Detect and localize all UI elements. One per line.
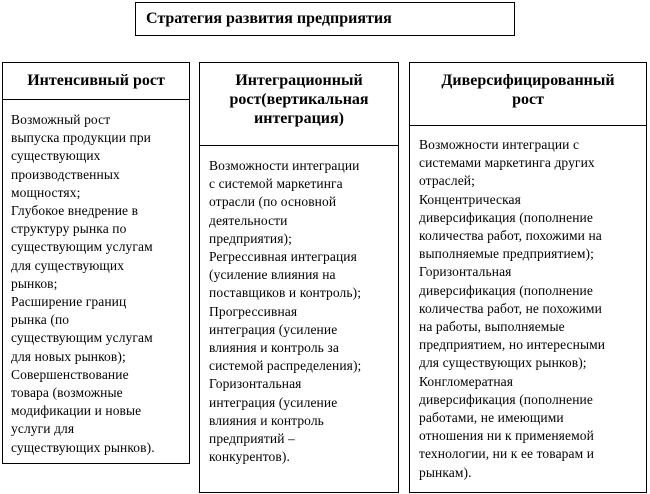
text-line: количества работ, не похожими (419, 300, 602, 316)
text-line: Совершенствование (11, 366, 129, 382)
text-line: рынков; (11, 275, 58, 291)
text-line: Горизонтальная (419, 264, 512, 280)
text-line: для существующих рынков); (419, 355, 587, 371)
text-line: Прогрессивная (209, 303, 298, 319)
column-heading-integration (199, 62, 399, 146)
text-line: Глубокое внедрение в (11, 203, 139, 219)
text-line: Возможности интеграции с (419, 137, 580, 152)
text-line: работами, не имеющими (419, 410, 564, 426)
text-line: диверсификация (пополнение (419, 282, 593, 298)
text-line: существующих рынков). (11, 439, 155, 455)
column-heading-intensive (2, 62, 190, 100)
text-line: конкурентов). (209, 449, 290, 465)
text-line: существующих (11, 148, 101, 164)
text-line: (усиление влияния на (209, 267, 336, 283)
text-line: услуги для (11, 421, 75, 437)
text-line: интеграция (усиление (209, 394, 338, 410)
text-line: рынкам). (419, 464, 472, 480)
text-line: предприятием, но интересными (419, 337, 606, 353)
text-line: Горизонтальная (209, 376, 302, 392)
text-line: Регрессивная интеграция (209, 249, 357, 265)
column-body-integration (199, 145, 399, 493)
text-line: структуру рынка по (11, 221, 127, 237)
text-line: Конгломератная (419, 373, 514, 389)
text-line: Интеграционный (235, 72, 363, 89)
text-line: Возможный рост (11, 112, 111, 127)
text-line: системой распределения); (209, 358, 362, 374)
text-line: существующим услугам (11, 239, 153, 255)
text-line: отрасли (по основной (209, 194, 337, 210)
text-line: выпуска продукции при (11, 130, 151, 146)
text-line: рост (512, 91, 544, 108)
text-line: модификации и новые (11, 403, 142, 419)
text-line: предприятия); (209, 230, 292, 246)
text-line: влияния и контроль за (209, 340, 339, 356)
text-line: интеграция (усиление (209, 321, 338, 337)
text-line: для существующих (11, 257, 125, 273)
text-line: системами маркетинга других (419, 155, 595, 171)
text-line: Концентрическая (419, 191, 521, 207)
column-body-diversified (409, 125, 647, 493)
text-line: Расширение границ (11, 294, 127, 310)
text-line: для новых рынков); (11, 348, 126, 364)
text-line: Интенсивный рост (27, 72, 165, 89)
text-line: с системой маркетинга (209, 176, 343, 192)
text-line: отраслей; (419, 173, 475, 189)
column-heading-diversified (409, 62, 647, 126)
text-line: рынка (по (11, 312, 70, 328)
text-line: влияния и контроль (209, 412, 324, 428)
text-line: предприятий – (209, 431, 295, 447)
text-line: диверсификация (пополнение (419, 391, 593, 407)
text-line: интеграция) (254, 110, 344, 127)
text-line: Диверсифицированный (441, 72, 615, 89)
diagram-title: Стратегия развития предприятия (135, 2, 515, 36)
column-body-intensive (2, 99, 190, 464)
text-line: количества работ, похожими на (419, 228, 602, 244)
text-line: отношения ни к применяемой (419, 428, 594, 444)
text-line: поставщиков и контроль); (209, 285, 362, 301)
text-line: диверсификация (пополнение (419, 209, 593, 225)
text-line: производственных (11, 166, 120, 182)
text-line: деятельности (209, 212, 288, 228)
text-line: рост(вертикальная (229, 91, 369, 108)
text-line: существующим услугам (11, 330, 153, 346)
text-line: выполняемые предприятием); (419, 246, 594, 262)
text-line: на работы, выполняемые (419, 319, 565, 335)
text-line: товара (возможные (11, 385, 123, 401)
text-line: Возможности интеграции (209, 158, 360, 173)
text-line: мощностях; (11, 184, 81, 200)
text-line: технологии, ни к ее товарам и (419, 446, 595, 462)
